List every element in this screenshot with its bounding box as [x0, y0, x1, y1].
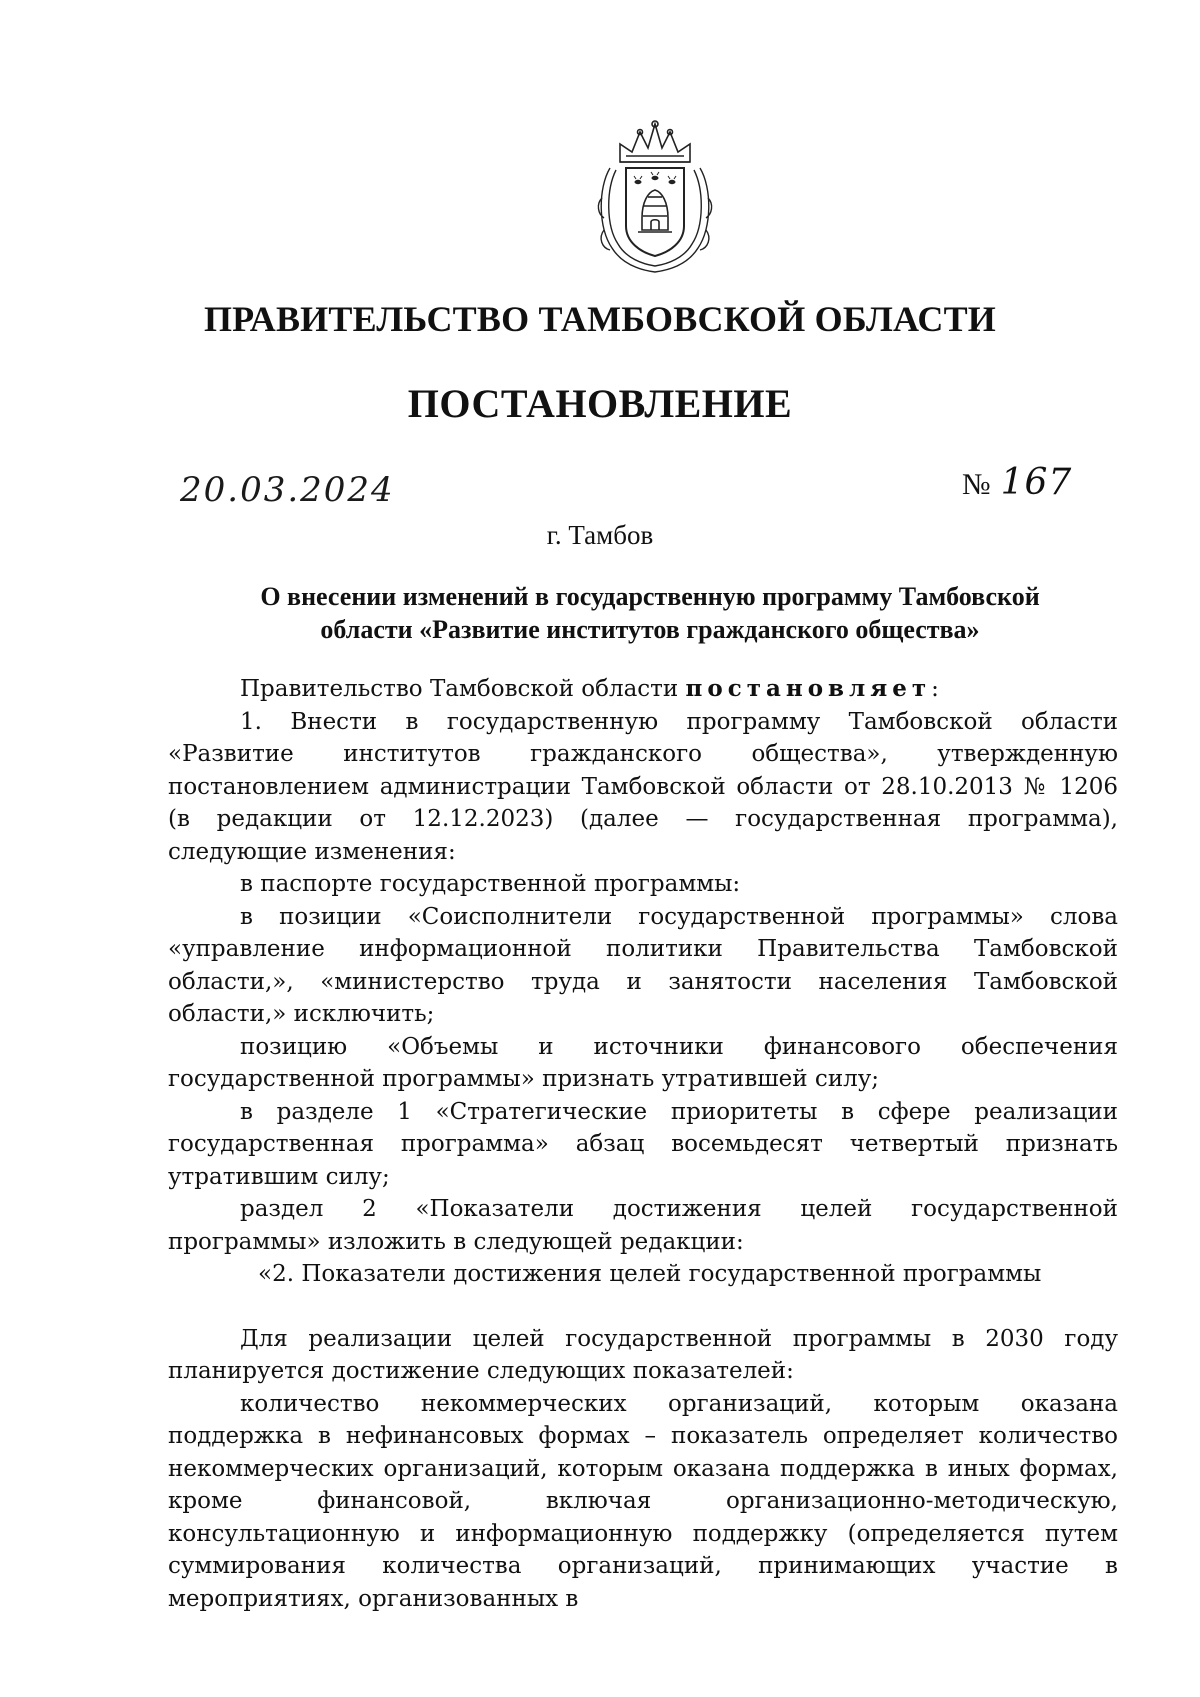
subject-line-1: О внесении изменений в государственную программу Тамбовской [260, 582, 1040, 611]
paragraph-2: в паспорте государственной программы: [240, 871, 741, 897]
decree-keyword: постановляет [685, 675, 932, 702]
organization-title: ПРАВИТЕЛЬСТВО ТАМБОВСКОЙ ОБЛАСТИ [203, 299, 997, 339]
city-line: г. Тамбов [546, 520, 654, 550]
document-body [168, 673, 1118, 1615]
paragraph-6: раздел 2 «Показатели достижения целей государственной программы» изложить в следующей редакции: [168, 1196, 1118, 1255]
handwritten-number: 167 [1000, 462, 1073, 503]
paragraph-7: Для реализации целей государственной программы в 2030 году планируется достижение следующих показателей: [168, 1325, 1118, 1384]
decree-suffix: : [931, 676, 939, 702]
paragraph-8: количество некоммерческих организаций, которым оказана поддержка в нефинансовых формах – показатель определяет количество некоммерческих организаций, которым оказана поддержка в иных формах, кроме финансовой, включая организационно-методическую, консультационную и информационную поддержку (определяется путем суммирования количества организаций, принимающих участие в мероприятиях, организованных в [168, 1390, 1118, 1612]
paragraph-3: в позиции «Соисполнители государственной программы» слова «управление информационной политики Правительства Тамбовской области,», «министерство труда и занятости населения Тамбовской области,» исключить; [168, 903, 1118, 1027]
decree-prefix: Правительство Тамбовской области [240, 676, 686, 702]
paragraph-4: позицию «Объемы и источники финансового обеспечения государственной программы» признать утратившей силу; [168, 1033, 1118, 1092]
subject-line-2: области «Развитие институтов гражданского общества» [320, 615, 980, 644]
section-heading: «2. Показатели достижения целей государственной программы [258, 1261, 1042, 1287]
paragraph-1: 1. Внести в государственную программу Тамбовской области «Развитие институтов гражданского общества», утвержденную постановлением администрации Тамбовской области от 28.10.2013 № 1206 (в редакции от 12.12.2023) (далее — государственная программа), следующие изменения: [168, 708, 1118, 865]
paragraph-5: в разделе 1 «Стратегические приоритеты в сфере реализации государственная программа» абзац восемьдесят четвертый признать утратившим силу; [168, 1098, 1118, 1190]
paragraph-decree [168, 673, 1118, 706]
document-subject [190, 580, 1110, 646]
number-prefix: № [962, 468, 991, 501]
tambov-coat-of-arms-icon [590, 118, 720, 276]
document-type-heading: ПОСТАНОВЛЕНИЕ [407, 381, 793, 426]
handwritten-date: 20.03.2024 [180, 470, 395, 510]
document-number [962, 462, 1072, 503]
